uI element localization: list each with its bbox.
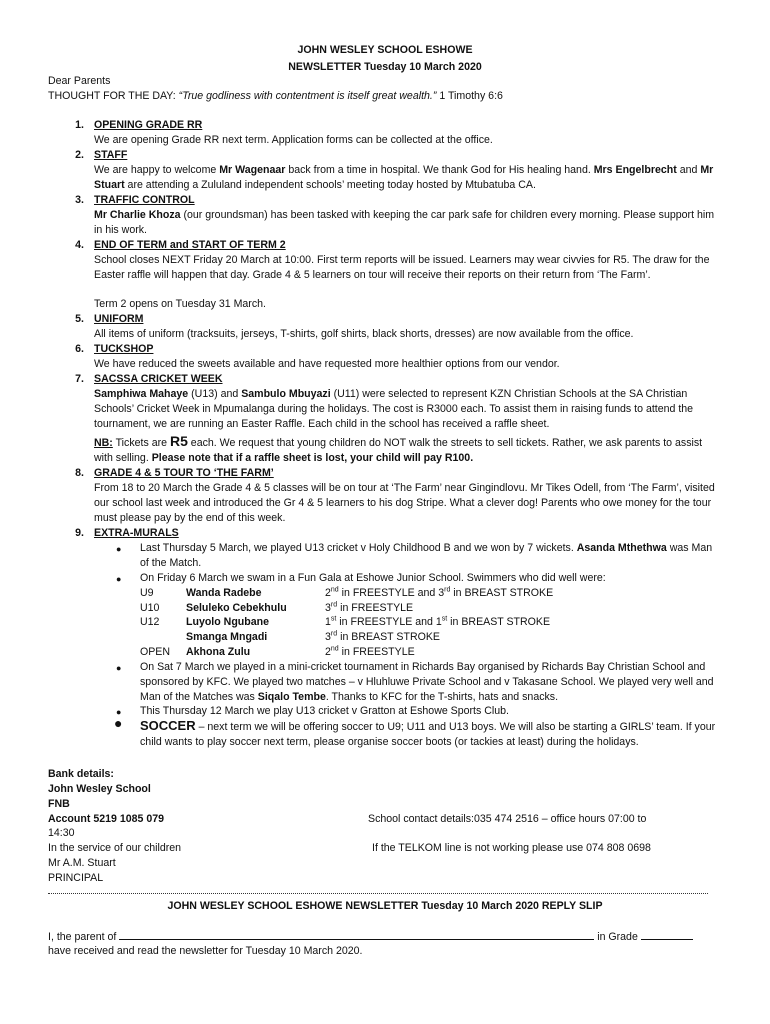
ordinal: nd: [330, 586, 339, 594]
swimmer-result: [325, 615, 550, 630]
soccer-label: SOCCER: [140, 718, 196, 733]
text: in FREESTYLE: [337, 602, 414, 614]
item-number: 6.: [75, 343, 84, 355]
bank-account-number: Account 5219 1085 079: [48, 813, 165, 825]
paragraph-soccer: [140, 719, 720, 750]
swimmer-name: Akhona Zulu: [186, 646, 251, 658]
paragraph-fun-gala: On Friday 6 March we swam in a Fun Gala at Eshowe Junior School. Swimmers who did well were:: [140, 572, 606, 584]
service-line: In the service of our children: [48, 842, 182, 854]
staff-name: Mr Wagenaar: [219, 164, 286, 176]
telkom-note: If the TELKOM line is not working please use 074 808 0698: [372, 842, 651, 854]
text: 2: [325, 646, 331, 658]
text: Last Thursday 5 March, we played U13 cricket v Holy Childhood B and we won by 7 wickets.: [140, 542, 577, 554]
paragraph-traffic-control: [94, 208, 719, 238]
text: 2: [325, 587, 331, 599]
text: We are happy to welcome: [94, 164, 220, 176]
swimmer-result: [325, 630, 440, 645]
reply-slip-heading: JOHN WESLEY SCHOOL ESHOWE NEWSLETTER Tuesday 10 March 2020 REPLY SLIP: [167, 900, 603, 912]
heading-tuckshop: TUCKSHOP: [94, 343, 154, 355]
item-number: 1.: [75, 119, 84, 131]
bullet-dot-icon: ●: [114, 715, 123, 731]
text: in BREAST STROKE: [447, 616, 551, 628]
heading-grade-tour: GRADE 4 & 5 TOUR TO ‘THE FARM’: [94, 467, 274, 479]
heading-end-of-term: END OF TERM and START OF TERM 2: [94, 239, 286, 251]
text: in Grade: [594, 931, 641, 943]
heading-traffic-control: TRAFFIC CONTROL: [94, 194, 195, 206]
bank-account-name: John Wesley School: [48, 783, 151, 795]
heading-staff: STAFF: [94, 149, 128, 161]
player-name: Siqalo Tembe: [257, 690, 326, 703]
swimmer-name: Wanda Radebe: [186, 587, 262, 599]
player-name: Asanda Mthethwa: [576, 542, 667, 554]
swimmer-result: [325, 601, 413, 616]
bullet-dot-icon: ●: [116, 663, 122, 673]
office-hours-end: 14:30: [48, 827, 75, 839]
text: was Man of the Match.: [140, 542, 713, 569]
item-number: 7.: [75, 373, 84, 385]
age-group: U9: [140, 587, 154, 599]
reply-slip-line-1: [48, 929, 693, 945]
thought-label: THOUGHT FOR THE DAY:: [48, 90, 179, 102]
signatory-title: PRINCIPAL: [48, 872, 104, 884]
staff-name: Mrs Engelbrecht: [593, 164, 677, 176]
greeting: Dear Parents: [48, 75, 111, 87]
paragraph-sacssa-cricket-week: [94, 387, 719, 432]
thought-quote: “True godliness with contentment is itself great wealth.”: [178, 90, 437, 102]
bullet-dot-icon: ●: [116, 707, 122, 717]
ordinal: rd: [330, 601, 338, 609]
swimmer-result: [325, 586, 553, 601]
text: Tickets are: [112, 437, 170, 449]
swimmer-name: Smanga Mngadi: [186, 631, 268, 643]
reply-slip-line-2: have received and read the newsletter for Tuesday 10 March 2020.: [48, 945, 363, 957]
heading-opening-grade-rr: OPENING GRADE RR: [94, 119, 203, 131]
age-group: U10: [140, 602, 160, 614]
text: in FREESTYLE and 1: [336, 616, 442, 628]
text: 3: [325, 631, 331, 643]
signatory-name: Mr A.M. Stuart: [48, 857, 116, 869]
school-contact-details: School contact details:035 474 2516 – office hours 07:00 to: [368, 813, 647, 825]
nb-label: NB:: [94, 437, 113, 449]
bank-heading: Bank details:: [48, 768, 114, 780]
text: back from a time in hospital. We thank God for His healing hand.: [285, 164, 594, 176]
staff-name: Mr Charlie Khoza: [94, 209, 181, 221]
text: are attending a Zululand independent schools’ meeting today hosted by Mtubatuba CA.: [124, 178, 536, 191]
text: (U13) and: [188, 388, 242, 400]
swimmer-name: Luyolo Ngubane: [186, 616, 269, 628]
paragraph-term-2: Term 2 opens on Tuesday 31 March.: [94, 298, 266, 310]
staff-name: Mr Stuart: [94, 164, 714, 191]
text: I, the parent of: [48, 931, 120, 943]
ordinal: rd: [444, 586, 451, 594]
ordinal: rd: [330, 630, 338, 638]
item-number: 3.: [75, 194, 84, 206]
paragraph-tuckshop: We have reduced the sweets available and have requested more healthier options from our vendor.: [94, 358, 560, 370]
text: 1: [325, 616, 331, 628]
ticket-price: R5: [169, 433, 188, 449]
heading-extra-murals: EXTRA-MURALS: [94, 527, 179, 539]
bullet-dot-icon: ●: [116, 574, 122, 584]
text: in BREAST STROKE: [337, 631, 440, 643]
child-name-blank[interactable]: [119, 929, 594, 940]
player-name: Sambulo Mbuyazi: [241, 388, 331, 400]
item-number: 2.: [75, 149, 84, 161]
text: each. We request that young children do NOT walk the streets to sell tickets. Rather, we ask parents to assist with selling.: [94, 437, 703, 464]
text: . Thanks to KFC for the T-shirts, hats and snacks.: [325, 690, 559, 703]
paragraph-cricket-holy-childhood: [140, 541, 720, 571]
paragraph-gratton: This Thursday 12 March we play U13 cricket v Gratton at Eshowe Sports Club.: [140, 705, 509, 717]
bullet-dot-icon: ●: [116, 544, 122, 554]
text: (U11) were selected to represent KZN Christian Schools at the SA Christian Schools’ Cricket Week in Mpumalanga during the holidays. The cost is R3000 each. To assist them in raising funds to attend the tournament, we are running an Easter Raffle. Each child in the school has received a raffle sheet.: [94, 388, 694, 430]
item-number: 9.: [75, 527, 84, 539]
ordinal: st: [330, 615, 337, 623]
player-name: Samphiwa Mahaye: [94, 388, 189, 400]
text: in BREAST STROKE: [450, 587, 554, 599]
text: On Sat 7 March we played in a mini-cricket tournament in Richards Bay organised by Richards Bay Christian School and sponsored by KFC. We played two matches – v Hluhluwe Private School and v Takasane School. We played very well and Man of the Matches was: [140, 661, 714, 703]
raffle-warning: Please note that if a raffle sheet is lost, your child will pay R100.: [151, 451, 474, 464]
item-number: 5.: [75, 313, 84, 325]
paragraph-end-of-term: School closes NEXT Friday 20 March at 10:00. First term reports will be issued. Learners may wear civvies for R5. The draw for the Easter raffle will happen that day. Grade 4 & 5 learners on tour will receive their reports on their return from ‘The Farm’.: [94, 254, 710, 281]
item-number: 4.: [75, 239, 84, 251]
cut-line-divider: [48, 893, 708, 894]
thought-reference: 1 Timothy 6:6: [436, 90, 503, 102]
age-group: OPEN: [140, 646, 171, 658]
bank-name: FNB: [48, 798, 70, 810]
heading-sacssa-cricket-week: SACSSA CRICKET WEEK: [94, 373, 223, 385]
text: in FREESTYLE and 3: [338, 587, 445, 599]
ordinal: nd: [330, 645, 339, 653]
paragraph-staff: [94, 163, 719, 193]
paragraph-grade-tour: From 18 to 20 March the Grade 4 & 5 classes will be on tour at ‘The Farm’ near Gingindlovu. Mr Tikes Odell, from ‘The Farm’, visited our school last week and introduced the Gr 4 & 5 learners to his dog Stripe. What a clever dog! Parents who owe money for the tour must please pay by the end of this week.: [94, 482, 715, 524]
newsletter-date-title: NEWSLETTER Tuesday 10 March 2020: [288, 61, 482, 73]
ordinal: st: [441, 615, 448, 623]
paragraph-uniform: All items of uniform (tracksuits, jerseys, T-shirts, golf shirts, black shorts, dresses) are now available from the office.: [94, 328, 634, 340]
paragraph-opening-grade-rr: We are opening Grade RR next term. Application forms can be collected at the office.: [94, 134, 493, 146]
paragraph-mini-cricket: [140, 660, 720, 705]
school-title: JOHN WESLEY SCHOOL ESHOWE: [297, 44, 473, 56]
item-number: 8.: [75, 467, 84, 479]
paragraph-raffle-note: [94, 434, 719, 466]
swimmer-name: Seluleko Cebekhulu: [186, 602, 287, 614]
age-group: U12: [140, 616, 160, 628]
swimmer-result: [325, 645, 415, 660]
text: 3: [325, 602, 331, 614]
text: in FREESTYLE: [338, 646, 415, 658]
grade-blank[interactable]: [641, 929, 693, 940]
text: (our groundsman) has been tasked with keeping the car park safe for children every morning. Please support him in his work.: [94, 209, 715, 236]
heading-uniform: UNIFORM: [94, 313, 144, 325]
text: – next term we will be offering soccer to U9; U11 and U13 boys. We will also be starting a GIRLS’ team. If your child wants to play soccer next term, please organise soccer boots (or tackies at least) during the holidays.: [140, 721, 716, 748]
thought-for-the-day: [48, 89, 503, 104]
text: and: [676, 164, 701, 176]
